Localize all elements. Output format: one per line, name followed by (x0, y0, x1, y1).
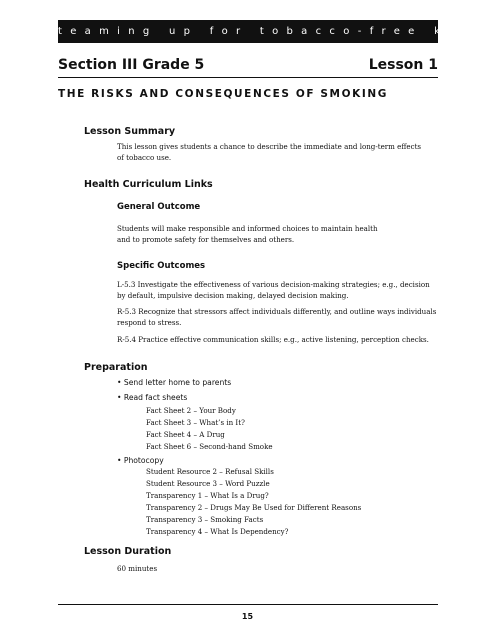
general-outcome-text-2: and to promote safety for themselves and others. (117, 235, 295, 244)
outcome-l53-line-1: L-5.3 Investigate the effectiveness of various decision-making strategies; e.g., decision (117, 280, 430, 289)
general-outcome-heading: General Outcome (117, 202, 201, 212)
list-item: Fact Sheet 6 – Second-hand Smoke (146, 442, 273, 451)
outcome-r53-line-2: respond to stress. (117, 318, 182, 327)
section-label: Section III Grade 5 (58, 57, 205, 73)
lesson-label: Lesson 1 (368, 57, 438, 73)
list-item: Transparency 2 – Drugs May Be Used for Different Reasons (146, 503, 362, 512)
footer-rule (58, 604, 438, 605)
list-item: Student Resource 3 – Word Puzzle (146, 479, 270, 488)
list-item: Transparency 1 – What Is a Drug? (146, 491, 269, 500)
lesson-duration-value: 60 minutes (117, 564, 158, 573)
series-banner: teaming up for tobacco-free kids (58, 20, 438, 43)
curriculum-links-heading: Health Curriculum Links (84, 179, 213, 190)
header-rule (58, 77, 438, 78)
lesson-duration-heading: Lesson Duration (84, 546, 172, 557)
page-number: 15 (241, 612, 254, 621)
outcome-r53-line-1: R-5.3 Recognize that stressors affect individuals differently, and outline ways individuals (117, 307, 437, 316)
list-item: Fact Sheet 3 – What’s in It? (146, 418, 245, 427)
outcome-r54: R-5.4 Practice effective communication skills; e.g., active listening, perception checks. (117, 335, 429, 344)
prep-bullet-fact-sheets: • Read fact sheets (117, 393, 188, 402)
specific-outcomes-heading: Specific Outcomes (117, 261, 206, 271)
list-item: Fact Sheet 4 – A Drug (146, 430, 225, 439)
list-item: Transparency 3 – Smoking Facts (146, 515, 264, 524)
lesson-title: THE RISKS AND CONSEQUENCES OF SMOKING (58, 88, 388, 100)
lesson-summary-text-2: of tobacco use. (117, 153, 172, 162)
list-item: Student Resource 2 – Refusal Skills (146, 467, 274, 476)
lesson-summary-text-1: This lesson gives students a chance to describe the immediate and long-term effects (117, 142, 422, 151)
outcome-l53-line-2: by default, impulsive decision making, delayed decision making. (117, 291, 349, 300)
lesson-summary-heading: Lesson Summary (84, 126, 176, 137)
prep-bullet-letter: • Send letter home to parents (117, 378, 232, 387)
preparation-heading: Preparation (84, 362, 148, 373)
general-outcome-text-1: Students will make responsible and informed choices to maintain health (117, 224, 378, 233)
list-item: Transparency 4 – What Is Dependency? (146, 527, 289, 536)
prep-bullet-photocopy: • Photocopy (117, 456, 164, 465)
list-item: Fact Sheet 2 – Your Body (146, 406, 236, 415)
